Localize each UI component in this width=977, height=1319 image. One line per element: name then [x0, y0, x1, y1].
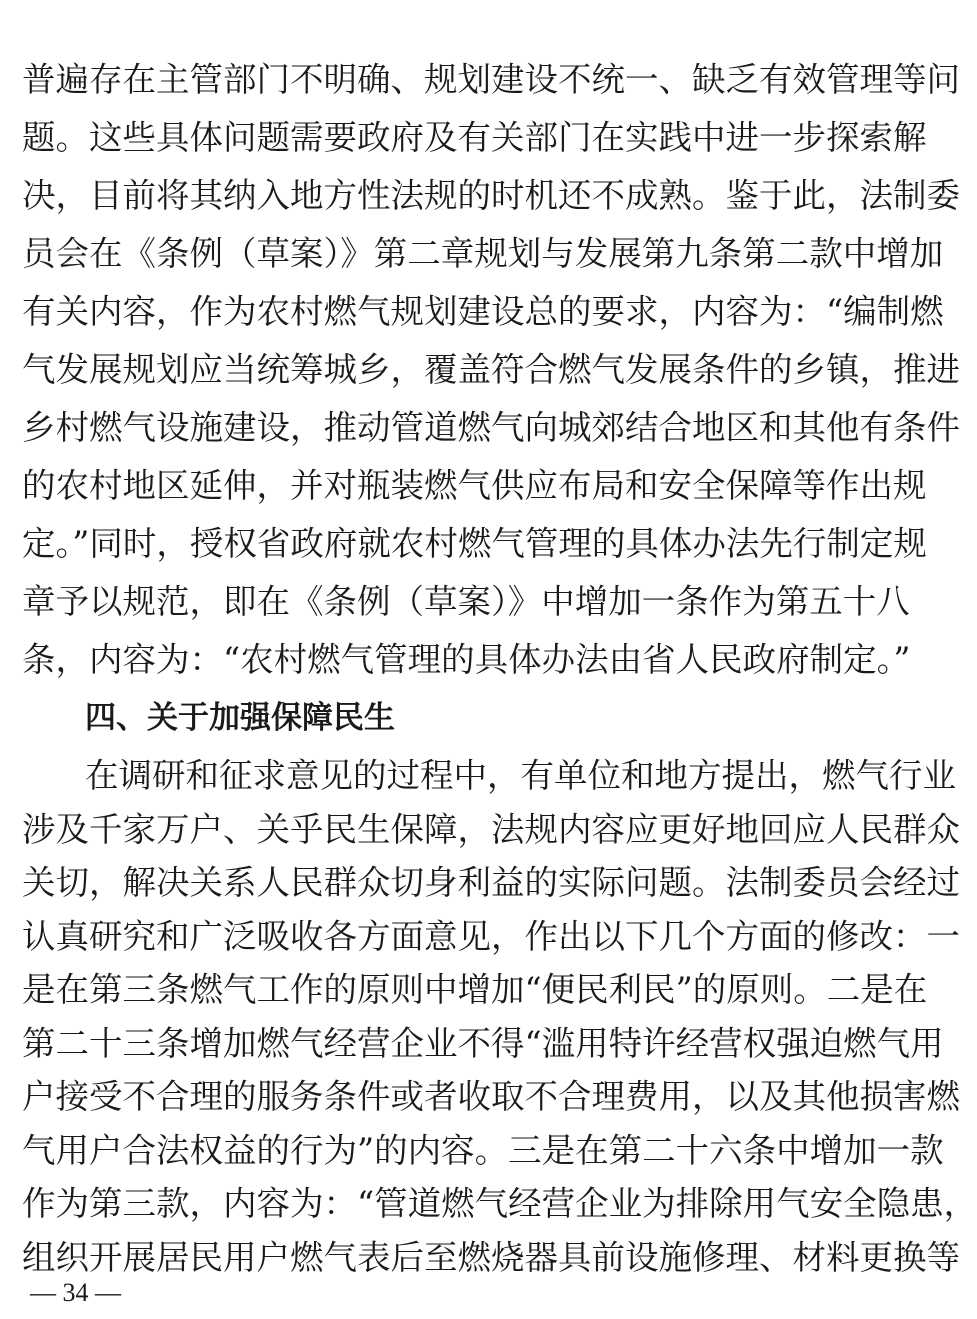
- text-line: 涉及千家万户、关乎民生保障，法规内容应更好地回应人民群众: [22, 809, 960, 849]
- text-line: 普遍存在主管部门不明确、规划建设不统一、缺乏有效管理等问: [22, 60, 960, 99]
- text-line: 认真研究和广泛吸收各方面意见，作出以下几个方面的修改：一: [22, 916, 960, 956]
- text-line: 章予以规范，即在《条例（草案）》中增加一条作为第五十八: [22, 582, 910, 621]
- text-line: 决，目前将其纳入地方性法规的时机还不成熟。鉴于此，法制委: [22, 176, 960, 215]
- text-line: 定。”同时，授权省政府就农村燃气管理的具体办法先行制定规: [22, 524, 927, 563]
- text-line: 户接受不合理的服务条件或者收取不合理费用，以及其他损害燃: [22, 1077, 960, 1116]
- text-line: 组织开展居民用户燃气表后至燃烧器具前设施修理、材料更换等: [22, 1237, 960, 1277]
- section-heading: 四、关于加强保障民生: [85, 700, 395, 736]
- text-line: 题。这些具体问题需要政府及有关部门在实践中进一步探索解: [22, 118, 927, 157]
- text-line: 的农村地区延伸，并对瓶装燃气供应布局和安全保障等作出规: [22, 466, 927, 505]
- text-line: 第二十三条增加燃气经营企业不得“滥用特许经营权强迫燃气用: [22, 1023, 944, 1063]
- text-line: 气用户合法权益的行为”的内容。三是在第二十六条中增加一款: [22, 1130, 944, 1170]
- page-number: — 34 —: [30, 1278, 121, 1307]
- text-line: 作为第三款，内容为：“管道燃气经营企业为排除用气安全隐患，: [22, 1184, 977, 1223]
- text-line: 乡村燃气设施建设，推动管道燃气向城郊结合地区和其他有条件: [22, 408, 960, 447]
- text-line: 在调研和征求意见的过程中，有单位和地方提出，燃气行业: [85, 756, 956, 795]
- text-line: 有关内容，作为农村燃气规划建设总的要求，内容为：“编制燃: [22, 292, 944, 331]
- text-line: 关切，解决关系人民群众切身利益的实际问题。法制委员会经过: [22, 863, 960, 902]
- text-line: 员会在《条例（草案）》第二章规划与发展第九条第二款中增加: [22, 234, 944, 273]
- text-line: 条，内容为：“农村燃气管理的具体办法由省人民政府制定。”: [22, 640, 911, 679]
- text-line: 气发展规划应当统筹城乡，覆盖符合燃气发展条件的乡镇，推进: [22, 350, 960, 389]
- text-line: 是在第三条燃气工作的原则中增加“便民利民”的原则。二是在: [22, 970, 928, 1009]
